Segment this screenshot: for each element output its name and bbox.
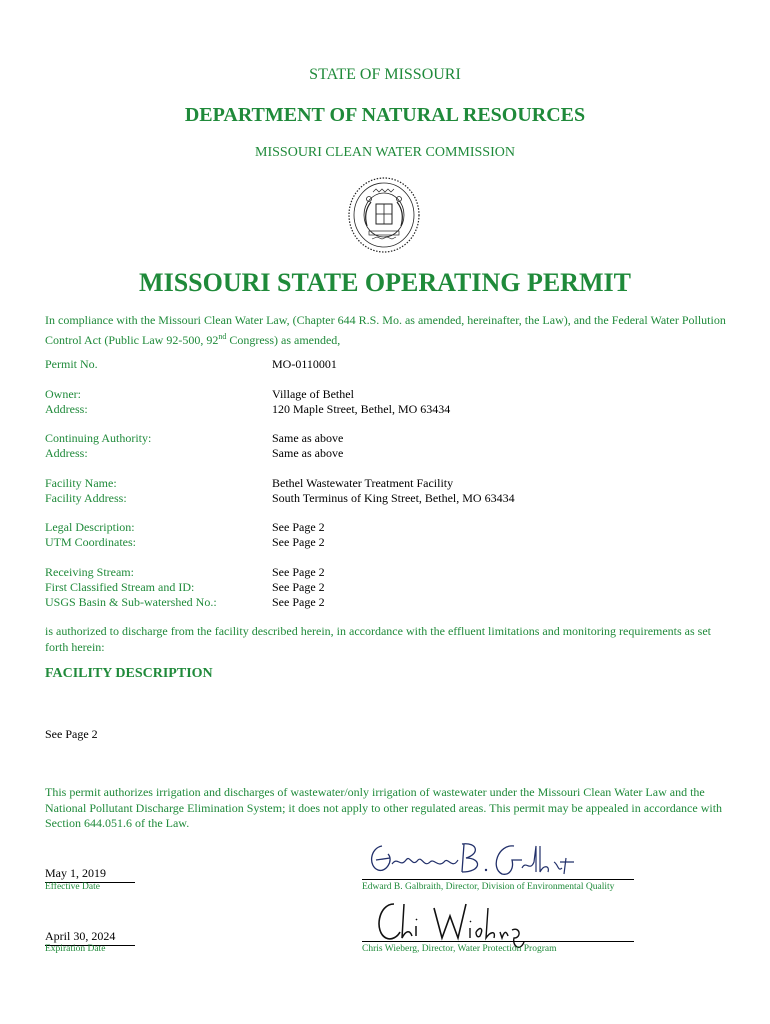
usgs-value: See Page 2 — [272, 595, 325, 609]
effective-date: May 1, 2019 — [45, 866, 135, 883]
galbraith-signature-icon — [364, 838, 579, 882]
continuing-value: Same as above — [272, 431, 344, 445]
owner-value: Village of Bethel — [272, 387, 354, 401]
continuing-labels — [45, 431, 265, 461]
legal-labels — [45, 520, 265, 550]
receiving-label: Receiving Stream: — [45, 565, 134, 579]
commission-heading: MISSOURI CLEAN WATER COMMISSION — [255, 145, 515, 160]
first-classified-value: See Page 2 — [272, 580, 325, 594]
receiving-value: See Page 2 — [272, 565, 325, 579]
state-heading: STATE OF MISSOURI — [309, 66, 461, 83]
effective-date-label: Effective Date — [45, 882, 100, 892]
facility-address-value: South Terminus of King Street, Bethel, MO 63434 — [272, 491, 515, 505]
usgs-label: USGS Basin & Sub-watershed No.: — [45, 595, 217, 609]
expiration-date-label: Expiration Date — [45, 944, 106, 954]
owner-address-label: Address: — [45, 402, 88, 416]
footer-paragraph: This permit authorizes irrigation and discharges of wastewater/only irrigation of wastewater under the Missouri Clean Water Law and the National Pollutant Discharge Elimination System; it does not apply to other regulated areas. This permit may be appealed in accordance with Section 644.051.6 of the Law. — [45, 785, 723, 830]
facility-values — [272, 476, 732, 506]
facility-address-label: Facility Address: — [45, 491, 127, 505]
authorization-paragraph: is authorized to discharge from the facility described herein, in accordance with the effluent limitations and monitoring requirements as set forth herein: — [45, 624, 712, 654]
continuing-address-label: Address: — [45, 446, 88, 460]
intro-superscript: nd — [218, 331, 227, 341]
department-heading: DEPARTMENT OF NATURAL RESOURCES — [184, 104, 586, 126]
missouri-state-seal-icon — [347, 176, 421, 254]
permit-no-label: Permit No. — [45, 357, 98, 371]
legal-values — [272, 520, 732, 550]
facility-name-value: Bethel Wastewater Treatment Facility — [272, 476, 454, 490]
continuing-values — [272, 431, 732, 461]
facility-description-heading: FACILITY DESCRIPTION — [45, 666, 213, 681]
utm-value: See Page 2 — [272, 535, 325, 549]
facility-name-label: Facility Name: — [45, 476, 117, 490]
owner-labels — [45, 387, 265, 417]
stream-values — [272, 565, 732, 610]
intro-text-end: Congress) as amended, — [226, 332, 341, 347]
permit-title: MISSOURI STATE OPERATING PERMIT — [139, 268, 631, 297]
signature-line-2 — [362, 941, 634, 942]
continuing-label: Continuing Authority: — [45, 431, 152, 445]
facility-labels — [45, 476, 265, 506]
signature-line-1 — [362, 879, 634, 880]
facility-description-text: See Page 2 — [45, 727, 98, 741]
intro-text: In compliance with the Missouri Clean Water Law, (Chapter 644 R.S. Mo. as amended, hereinafter, the Law), and the Federal Water Pollution Control Act (Public Law 92-500, 92 — [45, 313, 726, 347]
permit-no-value: MO-0110001 — [272, 357, 337, 371]
utm-label: UTM Coordinates: — [45, 535, 136, 549]
first-classified-label: First Classified Stream and ID: — [45, 580, 195, 594]
legal-value: See Page 2 — [272, 520, 325, 534]
owner-values — [272, 387, 732, 417]
owner-address-value: 120 Maple Street, Bethel, MO 63434 — [272, 402, 451, 416]
stream-labels — [45, 565, 265, 610]
continuing-address-value: Same as above — [272, 446, 344, 460]
expiration-date: April 30, 2024 — [45, 929, 135, 946]
owner-label: Owner: — [45, 387, 81, 401]
intro-paragraph — [45, 313, 735, 348]
signer2-title: Chris Wieberg, Director, Water Protection Program — [362, 944, 557, 954]
legal-label: Legal Description: — [45, 520, 135, 534]
signer1-title: Edward B. Galbraith, Director, Division of Environmental Quality — [362, 882, 615, 892]
